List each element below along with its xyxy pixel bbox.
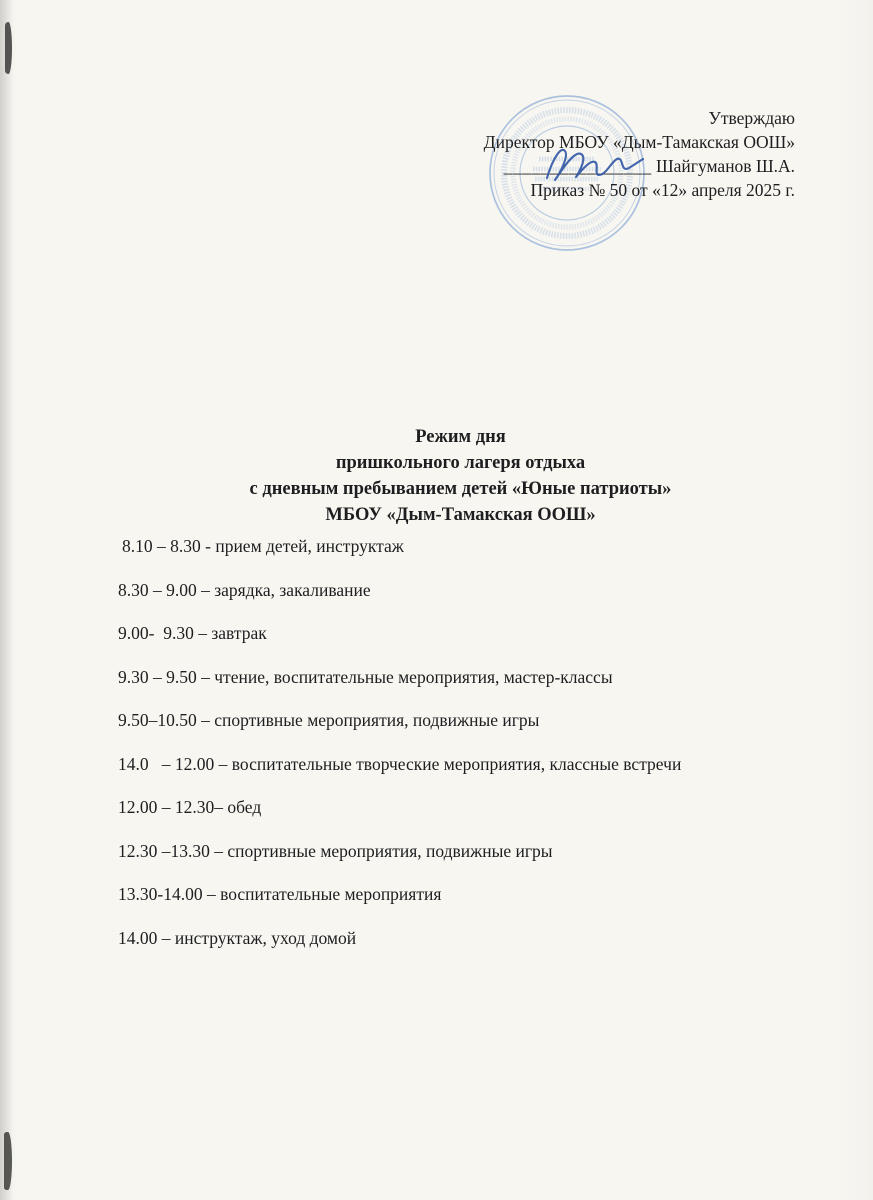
schedule-item: 14.0 – 12.00 – воспитательные творческие мероприятия, классные встречи — [118, 753, 682, 774]
signer-name: Шайгуманов Ш.А. — [651, 156, 795, 176]
scan-edge-shadow — [0, 0, 13, 1200]
title-line-3: с дневным пребыванием детей «Юные патриоты» — [249, 479, 672, 499]
schedule-item: 9.00- 9.30 – завтрак — [118, 623, 267, 643]
schedule-item: 8.10 – 8.30 - прием детей, инструктаж — [122, 536, 404, 556]
schedule-item: 9.50–10.50 – спортивные мероприятия, подвижные игры — [118, 710, 540, 730]
schedule-item: 13.30-14.00 – воспитательные мероприятия — [118, 884, 442, 904]
schedule-item: 12.30 –13.30 – спортивные мероприятия, подвижные игры — [118, 840, 553, 861]
handwritten-signature — [537, 138, 655, 190]
title-line-2: пришкольного лагеря отдыха — [335, 453, 586, 473]
scan-artifact-top — [5, 22, 12, 74]
title-line-4: МБОУ «Дым-Тамакская ООШ» — [325, 505, 596, 525]
schedule-item: 12.00 – 12.30– обед — [118, 797, 262, 817]
schedule-item: 14.00 – инструктаж, уход домой — [118, 927, 357, 948]
scan-artifact-bottom — [4, 1132, 12, 1190]
approval-director-line: Директор МБОУ «Дым-Тамакская ООШ» — [483, 132, 795, 152]
schedule-item: 9.30 – 9.50 – чтение, воспитательные мероприятия, мастер-классы — [118, 666, 613, 687]
order-line: Приказ № 50 от «12» апреля 2025 г. — [530, 180, 795, 200]
document-title — [24, 424, 873, 528]
approval-word: Утверждаю — [708, 108, 795, 128]
title-line-1: Режим дня — [415, 427, 506, 447]
signature-icon — [537, 138, 655, 190]
schedule-item: 8.30 – 9.00 – зарядка, закаливание — [118, 579, 371, 600]
signature-underscores: ________________ — [503, 156, 652, 176]
daily-schedule-list — [118, 536, 813, 971]
